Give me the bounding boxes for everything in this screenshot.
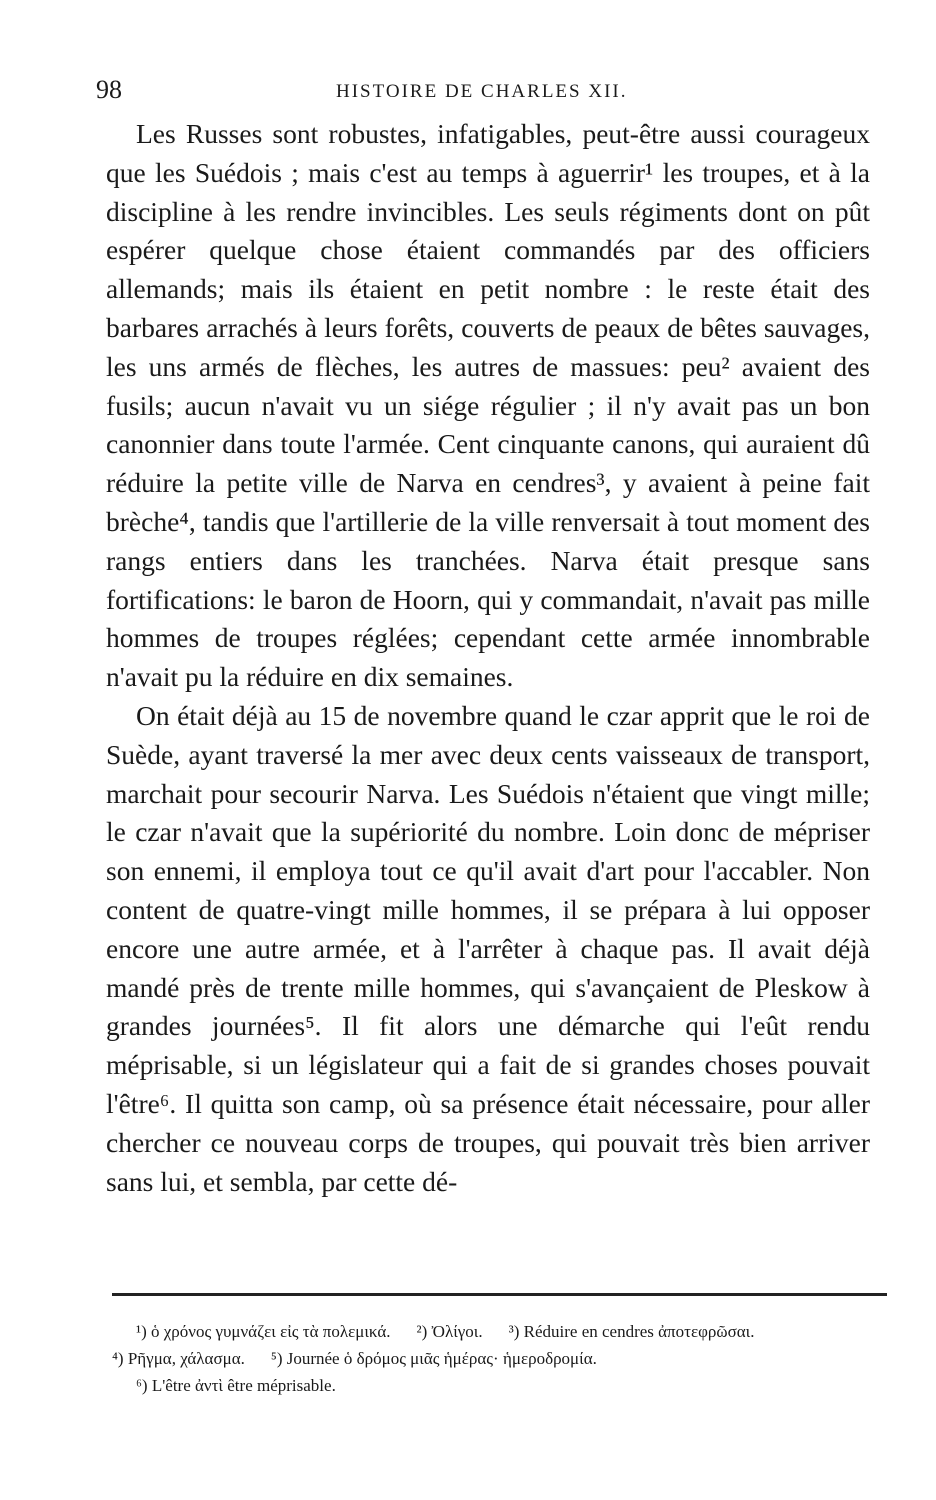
page-number: 98 [96,75,122,104]
footnote-6: ⁶) L'être ἀντὶ être méprisable. [136,1376,336,1395]
footnote-5: ⁵) Journée ὁ δρόμος μιᾶς ἡμέρας· ἡμεροδρομία. [270,1349,597,1368]
footnote-1: ¹) ὁ χρόνος γυμνάζει εἰς τὰ πολεμικά. [136,1322,391,1341]
footnote-line [112,1345,882,1372]
page-header [96,74,876,110]
footnotes [112,1318,882,1399]
footnote-line [112,1318,882,1345]
footnote-3: ³) Réduire en cendres ἀποτεφρῶσαι. [508,1322,755,1341]
footnote-line [112,1372,882,1399]
footnote-4: ⁴) Ρῆγμα, χάλασμα. [112,1349,245,1368]
footnote-divider [112,1293,887,1296]
main-text [106,115,870,1201]
footnote-2: ²) Ὀλίγοι. [416,1322,483,1341]
paragraph: Les Russes sont robustes, infatigables, peut-être aussi courageux que les Suédois ; mais c'est au temps à aguerrir¹ les troupes, et à la discipline à les rendre invincibles. Les seuls régiments dont on pût espérer quelque chose étaient commandés par des officiers allemands; mais ils étaient en petit nombre : le reste était des barbares arrachés à leurs forêts, couverts de peaux de bêtes sauvages, les uns armés de flèches, les autres de massues: peu² avaient des fusils; aucun n'avait vu un siége régulier ; il n'y avait pas un bon canonnier dans toute l'armée. Cent cinquante canons, qui auraient dû réduire la petite ville de Narva en cendres³, y avaient à peine fait brèche⁴, tandis que l'artillerie de la ville renversait à tout moment des rangs entiers dans les tranchées. Narva était presque sans fortifications: le baron de Hoorn, qui y commandait, n'avait pas mille hommes de troupes réglées; cependant cette armée innombrable n'avait pu la réduire en dix semaines. [106,118,870,693]
running-title: HISTOIRE DE CHARLES XII. [336,81,628,102]
paragraph: On était déjà au 15 de novembre quand le czar apprit que le roi de Suède, ayant traversé la mer avec deux cents vaisseaux de transport, marchait pour secourir Narva. Les Suédois n'étaient que vingt mille; le czar n'avait que la supériorité du nombre. Loin donc de mépriser son ennemi, il employa tout ce qu'il avait d'art pour l'accabler. Non content de quatre-vingt mille hommes, il se prépara à lui opposer encore une autre armée, et à l'arrêter à chaque pas. Il avait déjà mandé près de trente mille hommes, qui s'avançaient de Pleskow à grandes journées⁵. Il fit alors une démarche qui l'eût rendu méprisable, si un législateur qui a fait de si grandes choses pouvait l'être⁶. Il quitta son camp, où sa présence était nécessaire, pour aller chercher ce nouveau corps de troupes, qui pouvait très bien arriver sans lui, et sembla, par cette dé- [106,699,870,1197]
